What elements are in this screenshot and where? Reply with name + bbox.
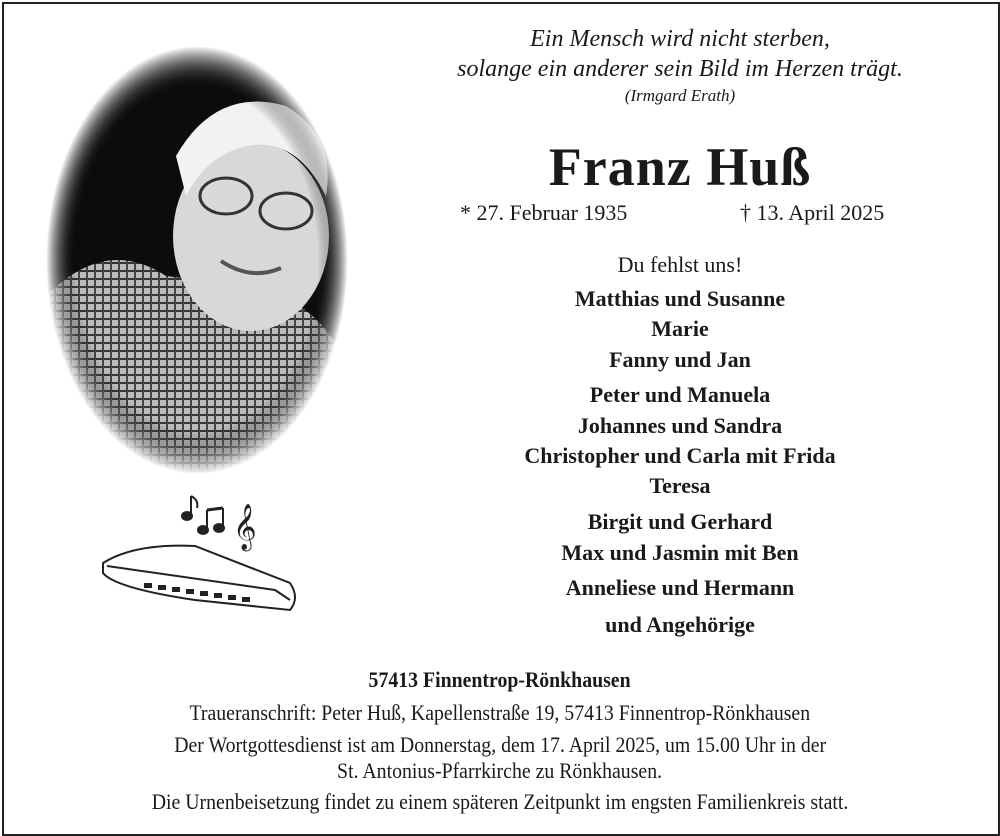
mourner: und Angehörige: [605, 612, 755, 637]
mourner: Matthias und Susanne: [574, 286, 786, 311]
mourner: Birgit und Gerhard: [587, 509, 773, 534]
mourner: Teresa: [649, 473, 711, 498]
footer-burial: Die Urnenbeisetzung findet zu einem späteren Zeitpunkt im engsten Familienkreis statt.: [151, 789, 849, 814]
death-date: † 13. April 2025: [740, 200, 885, 225]
mourner: Marie: [651, 316, 709, 341]
footer-service-line-2: St. Antonius-Pfarrkirche zu Rönkhausen.: [337, 758, 663, 783]
quote-line-2: solange ein anderer sein Bild im Herzen trägt.: [457, 56, 903, 82]
mourner: Max und Jasmin mit Ben: [561, 540, 799, 565]
mourner: Anneliese und Hermann: [565, 575, 795, 600]
quote-line-1: Ein Mensch wird nicht sterben,: [530, 26, 830, 52]
mourner: Christopher und Carla mit Frida: [524, 443, 836, 468]
miss-text: Du fehlst uns!: [617, 252, 743, 277]
treble-clef-icon: 𝄞: [233, 504, 257, 549]
mourner: Peter und Manuela: [589, 382, 771, 407]
quote-author: (Irmgard Erath): [624, 86, 736, 105]
footer-service-line-1: Der Wortgottesdienst ist am Donnerstag, dem 17. April 2025, um 15.00 Uhr in der: [174, 732, 826, 757]
footer-address: Traueranschrift: Peter Huß, Kapellenstraße 19, 57413 Finnentrop-Rönkhausen: [189, 700, 811, 725]
footer-place: 57413 Finnentrop-Rönkhausen: [368, 667, 632, 692]
birth-date: * 27. Februar 1935: [460, 200, 628, 225]
mourner: Johannes und Sandra: [577, 413, 783, 438]
mourner: Fanny und Jan: [609, 347, 751, 372]
deceased-name: Franz Huß: [548, 137, 812, 197]
